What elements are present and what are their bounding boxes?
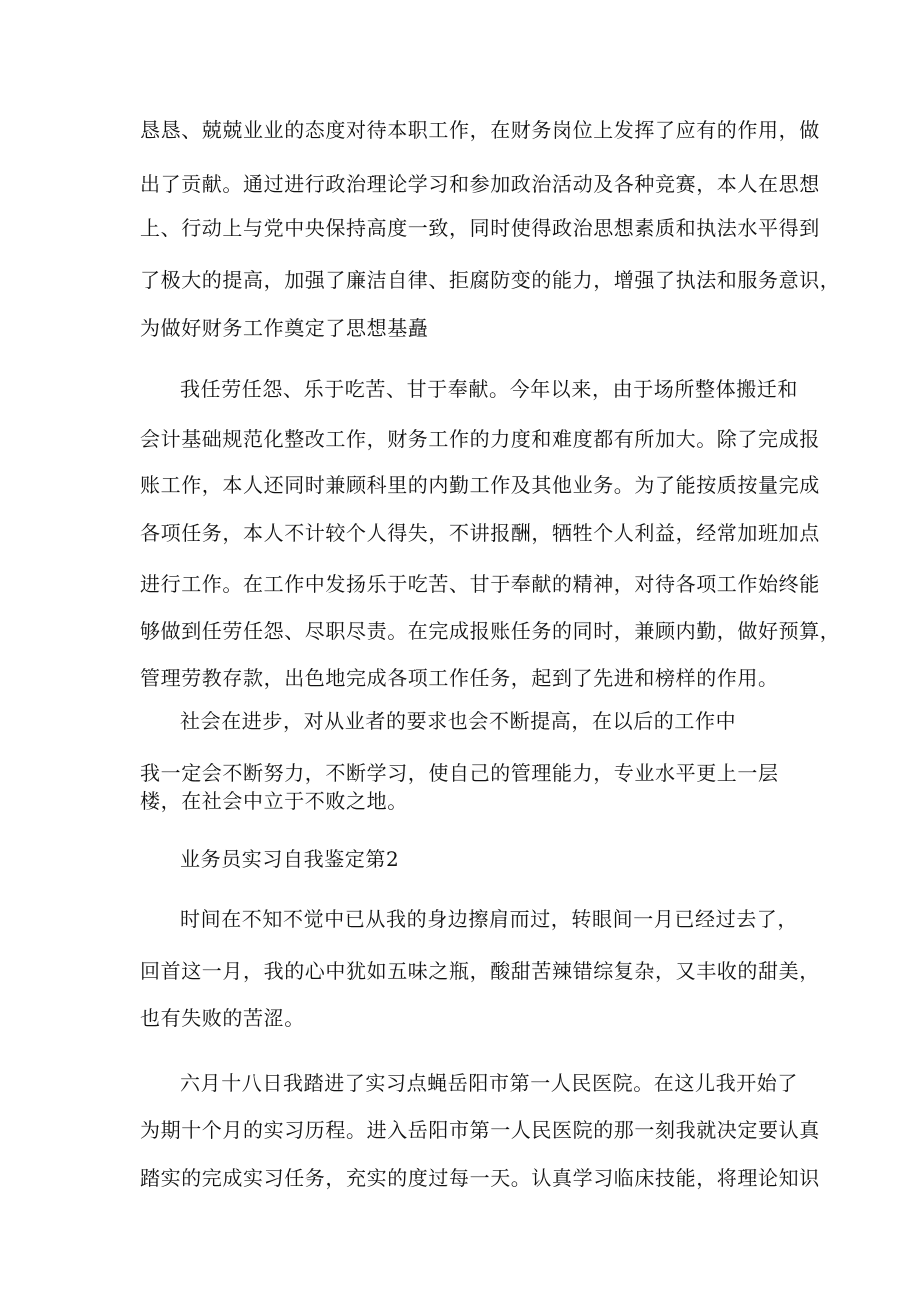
text-line: 回首这一月，我的心中犹如五味之瓶，酸甜苦辣错综复杂，又丰收的甜美， (140, 959, 820, 983)
text-line: 了极大的提高，加强了廉洁自律、拒腐防变的能力，增强了执法和服务意识， (140, 268, 841, 292)
text-line: 管理劳教存款，出色地完成各项工作任务，起到了先进和榜样的作用。 (140, 666, 779, 690)
text-line: 我任劳任怨、乐于吃苦、甘于奉献。今年以来，由于场所整体搬迁和 (180, 377, 798, 401)
text-line: 踏实的完成实习任务，充实的度过每一天。认真学习临床技能，将理论知识 (140, 1166, 820, 1190)
text-line: 为期十个月的实习历程。进入岳阳市第一人民医院的那一刻我就决定要认真 (140, 1118, 820, 1142)
text-line: 上、行动上与党中央保持高度一致，同时使得政治思想素质和执法水平得到 (140, 216, 820, 240)
text-line: 六月十八日我踏进了实习点蝇岳阳市第一人民医院。在这儿我开始了 (180, 1071, 798, 1095)
text-line: 各项任务，本人不计较个人得失，不讲报酬，牺牲个人利益，经常加班加点 (140, 521, 820, 545)
text-line: 够做到任劳任怨、尽职尽责。在完成报账任务的同时，兼顾内勤，做好预算， (140, 619, 841, 643)
text-line: 社会在进步，对从业者的要求也会不断提高，在以后的工作中 (180, 709, 737, 733)
text-line: 账工作，本人还同时兼顾科里的内勤工作及其他业务。为了能按质按量完成 (140, 473, 820, 497)
text-line: 时间在不知不觉中已从我的身边擦肩而过，转眼间一月已经过去了， (180, 907, 798, 931)
text-line: 我一定会不断努力，不断学习，使自己的管理能力，专业水平更上一层 (140, 761, 779, 785)
text-line: 恳恳、兢兢业业的态度对待本职工作，在财务岗位上发挥了应有的作用，做 (140, 118, 820, 142)
text-line: 出了贡献。通过进行政治理论学习和参加政治活动及各种竞赛，本人在思想 (140, 172, 820, 196)
text-line: 进行工作。在工作中发扬乐于吃苦、甘于奉献的精神，对待各项工作始终能 (140, 572, 820, 596)
text-line: 楼，在社会中立于不败之地。 (140, 789, 408, 813)
section-title: 业务员实习自我鉴定第2 (180, 847, 400, 871)
text-line: 会计基础规范化整改工作，财务工作的力度和难度都有所加大。除了完成报 (140, 427, 820, 451)
text-line: 也有失败的苦涩。 (140, 1006, 305, 1030)
text-line: 为做好财务工作奠定了思想基矗 (140, 316, 429, 340)
